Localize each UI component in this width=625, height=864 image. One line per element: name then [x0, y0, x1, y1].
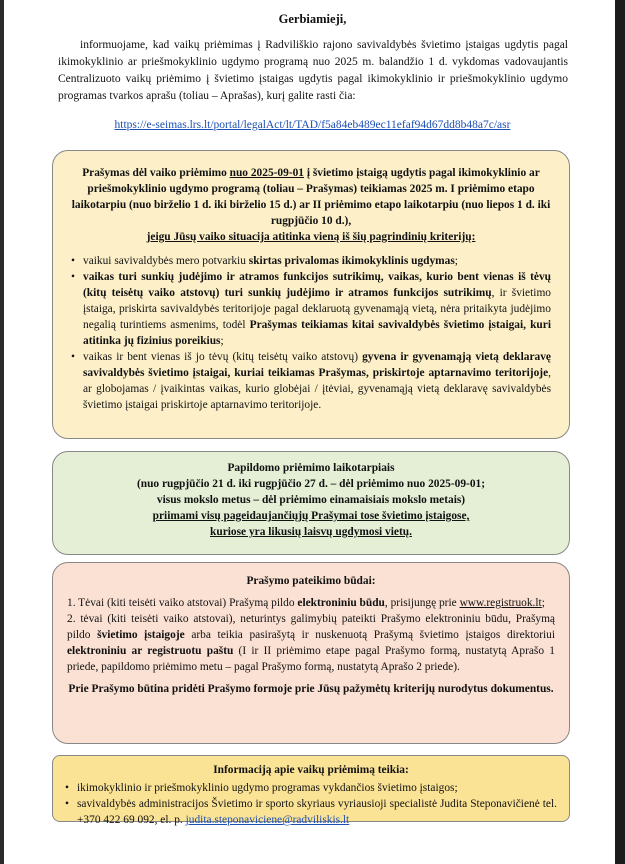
information-title: Informaciją apie vaikų priėmimą teikia:	[213, 764, 409, 776]
criteria-item-1: • vaikui savivaldybės mero potvarkiu skirtas privalomas ikimokyklinis ugdymas;	[71, 253, 551, 269]
criteria-list	[71, 253, 551, 413]
registruok-link[interactable]: www.registruok.lt	[459, 597, 542, 609]
submission-method-2: 2. tėvai (kiti teisėti vaiko atstovai), neturintys galimybių pateikti Prašymo elektroniniu būdu, Prašymą pildo švietimo įstaigoje arba teikia pasirašytą ir nuskenuotą Prašymą švietimo įstaigos direktoriui elektroniniu ar registruotu paštu (I ir II priėmimo etape pagal Prašymo formą, nustatytą Aprašo 1 priede, papildomo priėmimo metu – pagal Prašymo formą, nustatytą Aprašo 2 priede).	[67, 613, 556, 673]
documents-note: Prie Prašymo būtina pridėti Prašymo formoje prie Jūsų pažymėtų kriterijų nurodytus dokumentus.	[68, 683, 554, 695]
intro-paragraph: informuojame, kad vaikų priėmimas į Radviliškio rajono savivaldybės švietimo įstaigas ugdytis pagal ikimokyklinio ar priešmokyklinio ugdymo programą nuo 2025 m. balandžio 1 d. vykdomas vadovaujantis Centralizuoto vaikų priėmimo į švietimo įstaigas ugdytis pagal ikimokyklinio ir priešmokyklinio ugdymo programas tvarkos aprašu (toliau – Aprašas), kurį galite rasti čia:	[58, 39, 568, 102]
additional-period-2: visus mokslo metus – dėl priėmimo einamaisiais mokslo metais)	[156, 494, 466, 506]
criteria-heading: jeigu Jūsų vaiko situacija atitinka vieną iš šių pagrindinių kriterijų:	[146, 231, 476, 243]
additional-title: Papildomo priėmimo laikotarpiais	[227, 462, 395, 474]
greeting: Gerbiamieji,	[278, 12, 347, 26]
information-box	[52, 755, 570, 826]
additional-accepted: priimami visų pageidaujančiųjų Prašymai tose švietimo įstaigose,	[152, 510, 470, 522]
information-item-2: • savivaldybės administracijos Švietimo ir sporto skyriaus vyriausioji specialistė Judita Steponavičienė tel. +370 422 69 092, el. p. judita.steponaviciene@radviliskis.lt	[65, 796, 557, 828]
additional-free-places: kuriose yra likusių laisvų ugdymosi vietų.	[210, 526, 412, 538]
submission-methods-box	[52, 562, 570, 744]
criteria-item-2: • vaikas turi sunkių judėjimo ir atramos funkcijos sutrikimų, vaikas, kurio bent vienas iš tėvų (kitų teisėtų vaiko atstovų) turi sunkių judėjimo ir atramos funkcijos sutrikimų, ir švietimo įstaiga, priskirta savivaldybės teritorijoje pagal deklaruotą gyvenamąją vietą, nėra pritaikyta judėjimo negalią turintiems asmenims, todėl Prašymas teikiamas kitai savivaldybės švietimo įstaigai, kuri atitinka jų fizinius poreikius;	[71, 269, 551, 349]
email-link[interactable]: judita.steponaviciene@radviliskis.lt	[185, 814, 350, 826]
submission-title: Prašymo pateikimo būdai:	[246, 575, 376, 587]
main-criteria-box	[52, 150, 570, 439]
link-line	[0, 119, 625, 131]
submission-method-1: 1. Tėvai (kiti teisėti vaiko atstovai) Prašymą pildo elektroniniu būdu, prisijungę prie www.registruok.lt;	[67, 597, 545, 609]
criteria-item-3: • vaikas ir bent vienas iš jo tėvų (kitų teisėtų vaiko atstovų) gyvena ir gyvenamąją vietą deklaravę savivaldybės švietimo įstaigai, kuriai teikiamas Prašymas, priskirtoje aptarnavimo teritorijoje, ar globojamas / įvaikintas vaikas, kurio globėjai / įtėviai, gyvenamąją vietą deklaravę savivaldybės švietimo įstaigai priskirtoje aptarnavimo teritorijoje.	[71, 349, 551, 413]
request-date: nuo 2025-09-01	[229, 167, 305, 179]
information-item-1: • ikimokyklinio ir priešmokyklinio ugdymo programas vykdančios švietimo įstaigos;	[65, 780, 557, 796]
request-heading: Prašymas dėl vaiko priėmimo nuo 2025-09-01 į švietimo įstaigą ugdytis pagal ikimokyklinio ar priešmokyklinio ugdymo programą (toliau – Prašymas) teikiamas 2025 m. I priėmimo etapo laikotarpiu (nuo birželio 1 d. iki birželio 15 d.) ar II priėmimo etapo laikotarpiu (nuo liepos 1 d. iki rugpjūčio 10 d.),	[71, 167, 551, 227]
e-seimas-link[interactable]: https://e-seimas.lrs.lt/portal/legalAct/lt/TAD/f5a84eb489ec11efaf94d67dd8b48a7c/asr	[114, 119, 511, 131]
additional-period-1: (nuo rugpjūčio 21 d. iki rugpjūčio 27 d. – dėl priėmimo nuo 2025-09-01;	[136, 478, 486, 490]
information-list	[65, 780, 557, 828]
additional-admission-box	[52, 451, 570, 555]
